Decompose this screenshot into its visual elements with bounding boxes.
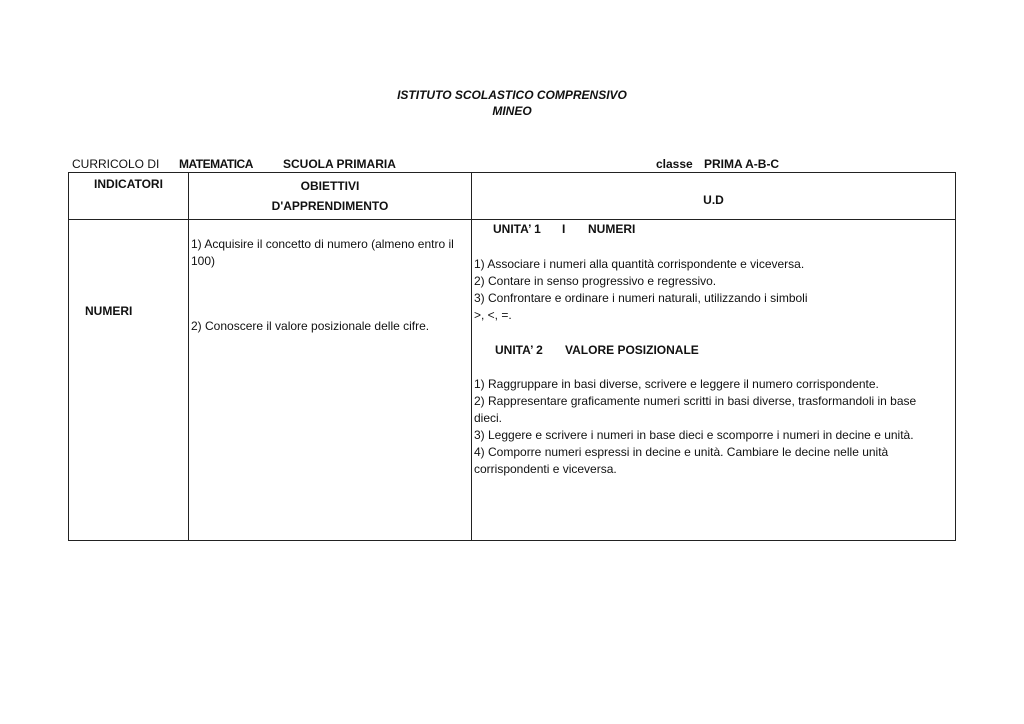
classe-label: classe	[656, 157, 693, 171]
list-item: 1) Associare i numeri alla quantità corrispondente e viceversa.	[474, 257, 805, 271]
header-ud	[472, 173, 956, 220]
list-item: corrispondenti e viceversa.	[474, 462, 617, 476]
school-name: ISTITUTO SCOLASTICO COMPRENSIVO	[397, 88, 627, 102]
unit-2-label: UNITA’ 2	[495, 343, 543, 357]
header-obiettivi	[189, 173, 472, 220]
unit-1-roman: I	[562, 222, 566, 236]
list-item: dieci.	[474, 411, 503, 425]
units-cell	[472, 220, 956, 541]
header-indicatori-label: INDICATORI	[94, 177, 163, 191]
header-ud-label: U.D	[703, 193, 724, 207]
indicator-cell	[69, 220, 189, 541]
classe-value: PRIMA A-B-C	[704, 157, 780, 171]
header-obiettivi-line2: D'APPRENDIMENTO	[271, 199, 389, 213]
list-item: 3) Confrontare e ordinare i numeri naturali, utilizzando i simboli	[474, 291, 808, 305]
indicator-label: NUMERI	[85, 304, 133, 318]
list-item: 2) Contare in senso progressivo e regressivo.	[474, 274, 717, 288]
header-indicatori	[69, 173, 189, 220]
curricolo-label: CURRICOLO DI	[72, 157, 160, 171]
list-item: 3) Leggere e scrivere i numeri in base dieci e scomporre i numeri in decine e unità.	[474, 428, 914, 442]
curriculum-table	[68, 172, 956, 541]
table-header-row	[69, 173, 956, 220]
unit-1-label: UNITA’ 1	[493, 222, 541, 236]
list-item: >, <, =.	[474, 308, 512, 322]
objectives-cell	[189, 220, 472, 541]
table-row	[69, 220, 956, 541]
subject: MATEMATICA	[179, 157, 253, 171]
list-item: 1) Raggruppare in basi diverse, scrivere e leggere il numero corrispondente.	[474, 377, 879, 391]
objective-1: 1) Acquisire il concetto di numero (almeno entro il 100)	[191, 237, 454, 268]
unit-2-lines	[474, 376, 949, 478]
unit-2-name: VALORE POSIZIONALE	[565, 343, 699, 357]
header-obiettivi-line1: OBIETTIVI	[300, 179, 360, 193]
objective-2: 2) Conoscere il valore posizionale delle cifre.	[191, 319, 430, 333]
unit-1-lines	[474, 256, 949, 324]
list-item: 4) Comporre numeri espressi in decine e unità. Cambiare le decine nelle unità	[474, 445, 889, 459]
school-type: SCUOLA PRIMARIA	[283, 157, 396, 171]
list-item: 2) Rappresentare graficamente numeri scritti in basi diverse, trasformandoli in base	[474, 394, 917, 408]
school-town: MINEO	[492, 104, 532, 118]
unit-1-name: NUMERI	[588, 222, 636, 236]
